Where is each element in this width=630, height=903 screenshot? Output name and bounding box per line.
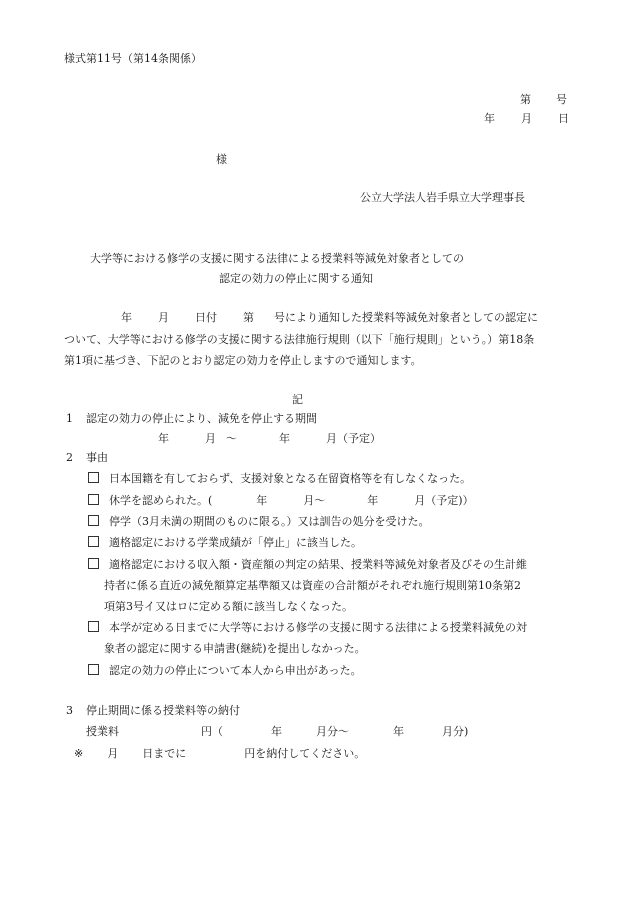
section-1-heading [66, 411, 317, 426]
checkbox-icon[interactable] [88, 621, 99, 632]
document-date [484, 111, 569, 126]
body-dai: 第 [243, 311, 254, 324]
checkbox-icon[interactable] [88, 494, 99, 505]
body-text: 号により通知した授業料等減免対象者としての認定に [274, 311, 538, 324]
ki-heading: 記 [292, 393, 303, 406]
reason-item-continued: 象者の認定に関する申請書(継続)を提出しなかった。 [104, 642, 366, 655]
checkbox-icon[interactable] [88, 536, 99, 547]
document-number [520, 92, 567, 107]
section-2-number: 2 [66, 451, 73, 464]
section-3-heading [66, 703, 240, 718]
reason-item: 日本国籍を有しておらず、支援対象となる在留資格等を有しなくなった。 [88, 471, 471, 486]
body-year: 年 [121, 311, 132, 324]
section-3-note-line: ※ 月 日までに 円を納付してください。 [74, 747, 366, 760]
title-line-1: 大学等における修学の支援に関する法律による授業料等減免対象者としての [90, 252, 464, 265]
checkbox-icon[interactable] [88, 515, 99, 526]
checkbox-icon[interactable] [88, 472, 99, 483]
checkbox-icon[interactable] [88, 558, 99, 569]
section-1-text: 認定の効力の停止により、減免を停止する期間 [86, 412, 317, 425]
reason-item-continued: 項第3号イ又はロに定める額に該当しなくなった。 [104, 600, 353, 613]
reason-item: 認定の効力の停止について本人から申出があった。 [88, 663, 362, 678]
body-line-1 [121, 310, 538, 325]
body-line-2: ついて、大学等における修学の支援に関する法律施行規則（以下「施行規則」という。）第18条 [64, 333, 535, 346]
section-1-period: 年 月 ～ 年 月（予定） [158, 432, 381, 445]
section-3-fee-line: 授業料 円（ 年 月分～ 年 月分) [86, 725, 469, 738]
reason-item: 適格認定における収入額・資産額の判定の結果、授業料等減免対象者及びその生計維 [88, 557, 527, 572]
number-dai-label: 第 [520, 93, 531, 106]
number-go-label: 号 [556, 93, 567, 106]
note-mark: ※ [74, 747, 84, 760]
section-2-text: 事由 [86, 451, 108, 464]
section-3-number: 3 [66, 704, 73, 717]
date-day-label: 日 [558, 112, 569, 125]
section-1-number: 1 [66, 412, 73, 425]
date-month-label: 月 [521, 112, 532, 125]
reason-item: 休学を認められた。( 年 月～ 年 月（予定)） [88, 493, 474, 508]
fee-label: 授業料 [86, 725, 119, 738]
section-2-heading [66, 450, 108, 465]
reason-item: 本学が定める日までに大学等における修学の支援に関する法律による授業料減免の対 [88, 620, 527, 635]
title-line-2: 認定の効力の停止に関する通知 [219, 272, 373, 285]
body-month: 月 [158, 311, 169, 324]
issuer-name: 公立大学法人岩手県立大学理事長 [360, 191, 525, 204]
body-line-3: 第1項に基づき、下記のとおり認定の効力を停止しますので通知します。 [64, 354, 422, 367]
reason-item: 停学（3月未満の期間のものに限る。）又は訓告の処分を受けた。 [88, 514, 430, 529]
addressee-honorific: 様 [216, 153, 227, 166]
date-year-label: 年 [484, 112, 495, 125]
checkbox-icon[interactable] [88, 664, 99, 675]
body-day: 日付 [195, 311, 217, 324]
reason-item: 適格認定における学業成績が「停止」に該当した。 [88, 535, 362, 550]
section-3-text: 停止期間に係る授業料等の納付 [86, 704, 240, 717]
reason-item-continued: 持者に係る直近の減免額算定基準額又は資産の合計額がそれぞれ施行規則第10条第2 [104, 579, 521, 592]
form-number: 様式第11号（第14条関係） [64, 52, 202, 65]
